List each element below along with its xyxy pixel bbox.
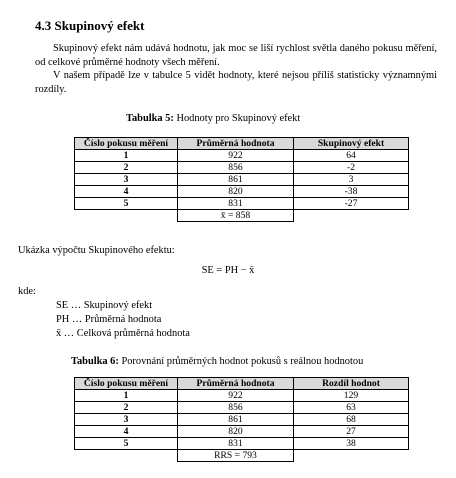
table5-caption (126, 113, 300, 124)
table-cell: 63 (294, 402, 409, 414)
table-cell: 3 (75, 174, 178, 186)
table-cell: 861 (178, 174, 294, 186)
table-cell: 5 (75, 438, 178, 450)
example-label: Ukázka výpočtu Skupinového efektu: (18, 245, 175, 256)
table-row (75, 390, 409, 402)
table-row (75, 402, 409, 414)
table-cell: 2 (75, 162, 178, 174)
table5-caption-text: Hodnoty pro Skupinový efekt (173, 113, 301, 124)
section-heading: 4.3 Skupinový efekt (35, 18, 145, 33)
table-cell: 831 (178, 438, 294, 450)
table-cell: 861 (178, 414, 294, 426)
table5-header-cell: Průměrná hodnota (178, 138, 294, 150)
table6-caption-text: Porovnání průměrných hodnot pokusů s reálnou hodnotou (118, 356, 364, 367)
paragraph-observation: V našem případě lze v tabulce 5 vidět hodnoty, které nejsou příliš statisticky významnými rozdíly. (35, 70, 437, 95)
table6-caption-label: Tabulka 6: (71, 356, 119, 367)
table-cell: 1 (75, 150, 178, 162)
table5-header-cell: Skupinový efekt (294, 138, 409, 150)
table-cell: 922 (178, 150, 294, 162)
table6-header-cell: Číslo pokusu měření (75, 378, 178, 390)
table-cell: 1 (75, 390, 178, 402)
table-row (75, 198, 409, 210)
table-cell: 922 (178, 390, 294, 402)
table6 (74, 377, 409, 462)
table-row (75, 174, 409, 186)
table5-caption-label: Tabulka 5: (126, 113, 174, 124)
table-row (75, 438, 409, 450)
table-cell: 4 (75, 426, 178, 438)
table5-summary-mean: x̄ = 858 (178, 210, 294, 222)
table-cell: 3 (294, 174, 409, 186)
table-cell: 64 (294, 150, 409, 162)
table6-header-row (75, 378, 409, 390)
table-cell: 5 (75, 198, 178, 210)
table-row (75, 414, 409, 426)
table-cell: 2 (75, 402, 178, 414)
table-cell: 129 (294, 390, 409, 402)
table-row (75, 186, 409, 198)
table5-header-row (75, 138, 409, 150)
definition-se: SE … Skupinový efekt (56, 300, 153, 311)
table5-summary-row (75, 210, 409, 222)
table-cell: 3 (75, 414, 178, 426)
table-cell: 856 (178, 402, 294, 414)
table-cell: -2 (294, 162, 409, 174)
table6-summary-row (75, 450, 409, 462)
table-cell: 38 (294, 438, 409, 450)
kde-label: kde: (18, 286, 36, 297)
table5-header-cell: Číslo pokusu měření (75, 138, 178, 150)
table6-header-cell: Rozdíl hodnot (294, 378, 409, 390)
formula: SE = PH − x̄ (201, 265, 255, 276)
table5 (74, 137, 409, 222)
table-cell: 856 (178, 162, 294, 174)
definition-ph: PH … Průměrná hodnota (56, 314, 162, 325)
table-cell: 820 (178, 426, 294, 438)
table-cell: 68 (294, 414, 409, 426)
table6-caption (71, 356, 363, 367)
table6-summary-rrs: RRS = 793 (178, 450, 294, 462)
paragraph-intro: Skupinový efekt nám udává hodnotu, jak moc se liší rychlost světla daného pokusu měření, od celkové průměrné hodnoty všech měření. (35, 43, 437, 68)
table-row (75, 162, 409, 174)
table-cell: 4 (75, 186, 178, 198)
table-cell: 27 (294, 426, 409, 438)
table6-header-cell: Průměrná hodnota (178, 378, 294, 390)
table-cell: 831 (178, 198, 294, 210)
definition-mean: x̄ … Celková průměrná hodnota (56, 328, 190, 339)
table-row (75, 150, 409, 162)
table-row (75, 426, 409, 438)
table-cell: -27 (294, 198, 409, 210)
table-cell: 820 (178, 186, 294, 198)
table-cell: -38 (294, 186, 409, 198)
